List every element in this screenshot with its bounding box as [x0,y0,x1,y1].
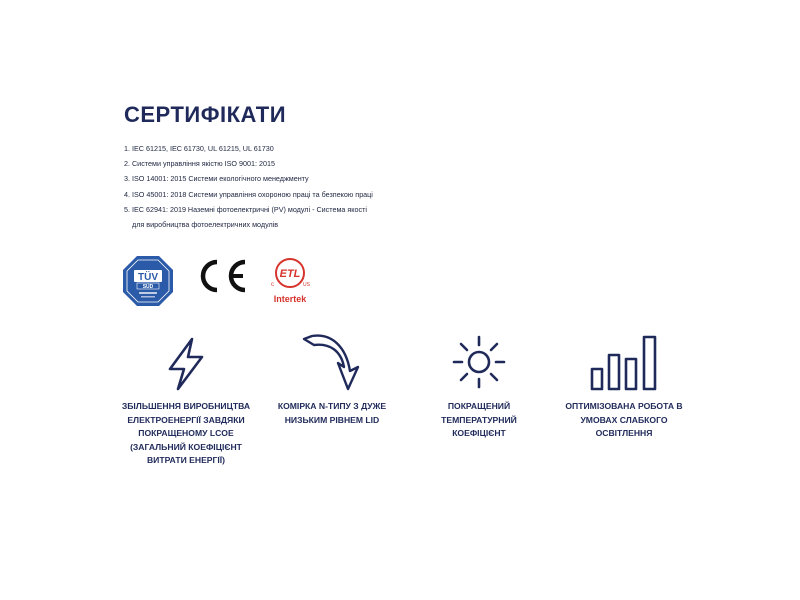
certificate-item: 5. IEC 62941: 2019 Наземні фотоелектричні (PV) модулі - Система якості [124,204,368,214]
tuv-logo-text: TÜV [138,272,158,283]
tuv-logo-subtext: SÜD [142,284,154,290]
etl-intertek-logo-icon [266,256,314,308]
certificate-item: 3. ISO 14001: 2015 Системи екологічного менеджменту [124,174,309,184]
etl-c-text: c [271,282,274,288]
certificate-item-continuation: для виробництва фотоелектричних модулів [132,220,279,230]
certificates-list [124,141,373,232]
tuv-sud-logo-icon [122,255,174,307]
certificate-item: 2. Системи управління якістю ISO 9001: 2015 [124,159,275,169]
certificates-title: СЕРТИФІКАТИ [124,102,287,127]
feature-label: ПОКРАЩЕНИЙ ТЕМПЕРАТУРНИЙ КОЕФІЦІЄНТ [441,401,517,438]
feature-label: ОПТИМІЗОВАНА РОБОТА В УМОВАХ СЛАБКОГО ОСВІТЛЕННЯ [565,401,683,438]
curved-arrow-down-icon [302,333,366,391]
feature-label: КОМІРКА N-ТИПУ З ДУЖЕ НИЗЬКИМ РІВНЕМ LID [277,401,387,425]
ce-mark-icon [193,258,249,294]
certificate-item: 4. ISO 45001: 2018 Системи управління охороною праці та безпекою праці [124,189,373,199]
signal-bars-icon [589,335,659,391]
etl-logo-text: ETL [279,268,301,280]
intertek-brand-text: Intertek [273,294,307,304]
lightning-icon [164,337,208,391]
sun-icon [452,335,506,389]
certificate-item: 1. IEC 61215, IEC 61730, UL 61215, UL 61730 [124,144,274,153]
feature-label: ЗБІЛЬШЕННЯ ВИРОБНИЦТВА ЕЛЕКТРОЕНЕРГІЇ ЗАВДЯКИ ПОКРАЩЕНОМУ LCOE (ЗАГАЛЬНИЙ КОЕФІЦІЄНТ ВИТРАТИ ЕНЕРГІЇ) [121,401,251,465]
etl-us-text: US [303,282,310,288]
